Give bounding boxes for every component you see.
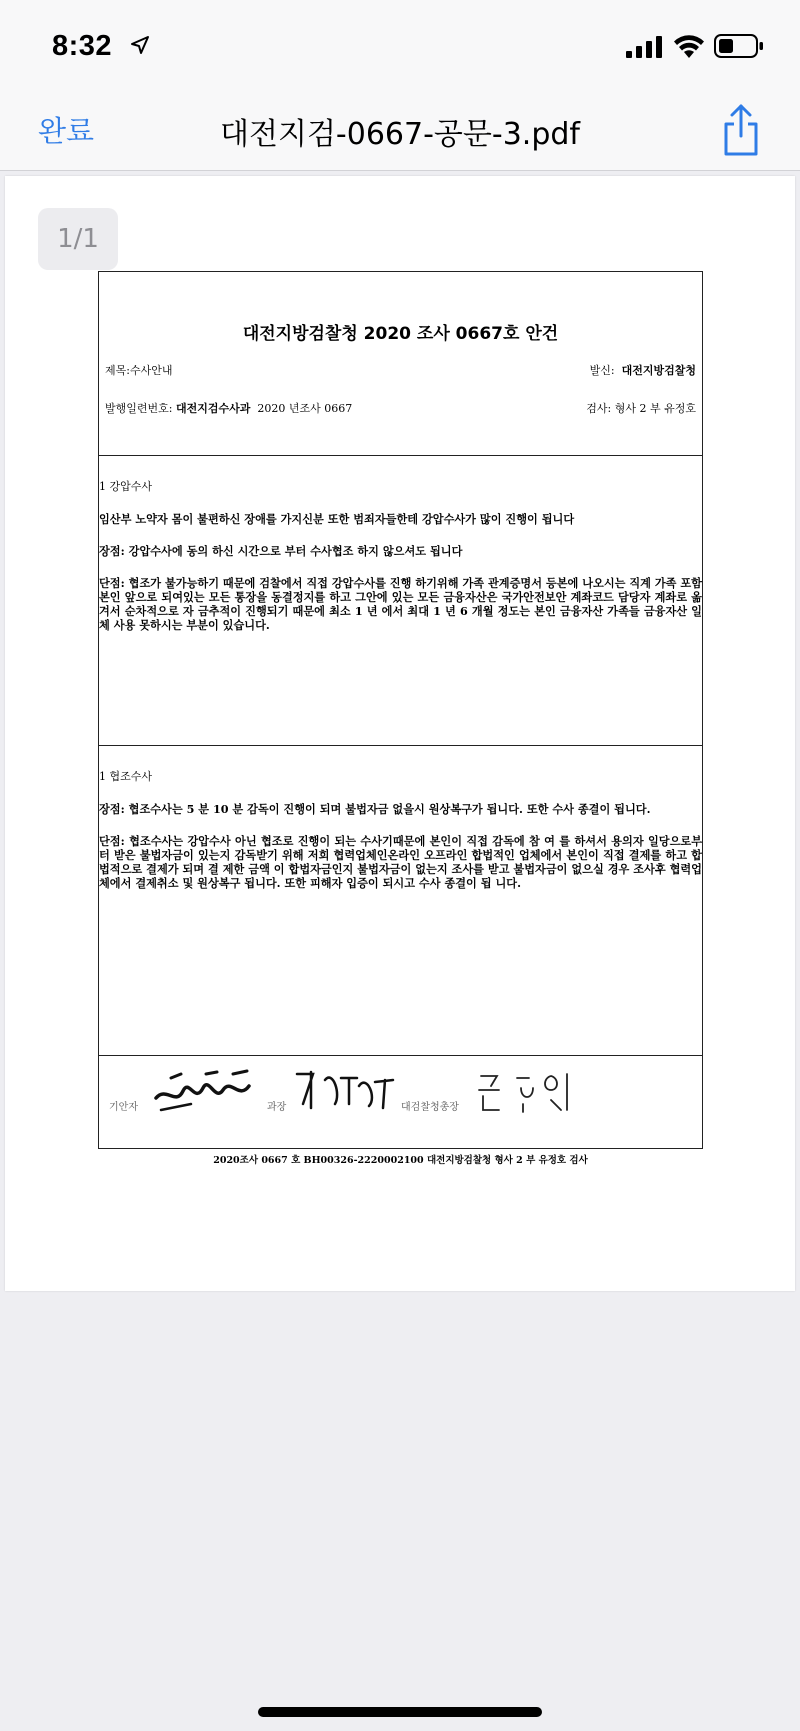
cellular-signal-icon [626, 36, 662, 58]
drafter-signature-icon [151, 1066, 261, 1116]
section2-paragraph-1: 장점: 협조수사는 5 분 10 분 감독이 진행이 되며 불법자금 없을시 원상복구가 됩니다. 또한 수사 종결이 됩니다. [99, 802, 651, 816]
drafter-label: 기안자 [109, 1102, 138, 1113]
document-heading: 대전지방검찰청 2020 조사 0667호 안건 [242, 324, 559, 344]
document-body [98, 271, 703, 1149]
document-sender [590, 362, 696, 378]
location-arrow-icon [130, 35, 150, 55]
manager-label: 과장 [267, 1102, 287, 1113]
section-coercive-investigation [99, 456, 702, 746]
section-cooperative-investigation [99, 746, 702, 1056]
status-time: 8:32 [52, 30, 113, 62]
signature-row [99, 1056, 702, 1148]
section1-paragraph-2: 장점: 강압수사에 동의 하신 시간으로 부터 수사협조 하지 않으셔도 됩니다 [99, 544, 463, 558]
document-footer: 2020조사 0667 호 BH00326-2220002100 대전지방검찰청 형사 2 부 유정호 검사 [213, 1155, 588, 1166]
serial-value: 2020 년조사 0667 [257, 402, 353, 415]
manager-signature-icon [289, 1064, 399, 1114]
battery-icon [714, 34, 764, 58]
navigation-bar [0, 95, 800, 171]
document-prosecutor: 검사: 형사 2 부 유정호 [586, 402, 696, 415]
sender-name: 대전지방검찰청 [621, 364, 696, 377]
home-indicator[interactable] [258, 1707, 542, 1717]
serial-label: 발행일련번호: [105, 402, 173, 415]
section2-paragraph-2: 단점: 협조수사는 강압수사 아닌 협조로 진행이 되는 수사기때문에 본인이 직접 감독에 참 여 를 하셔서 용의자 일당으로부터 받은 불법자금이 있는지 감독받기 위해 저희 협력업체인온라인 오프라인 합법적인 업체에서 본인이 직접 결제를 하고 합법적으로 결제가 되며 결 제한 금액 이 합법자금인지 불법자금이 없는지 조사를 받고 불법자금이 없으실 경우 조사후 협력업체에서 결제취소 및 원상복구 됩니다. 또한 피해자 입증이 되시고 수사 종결이 됩 니다. [99, 834, 702, 890]
section2-heading: 1 협조수사 [99, 770, 152, 783]
status-bar [0, 0, 800, 95]
sender-label: 발신: [589, 364, 615, 377]
document-title: 대전지검-0667-공문-3.pdf [220, 117, 580, 152]
chief-label: 대검찰청총장 [401, 1102, 459, 1113]
section1-paragraph-1: 임산부 노약자 몸이 불편하신 장애를 가지신분 또한 범죄자들한테 강압수사가 많이 진행이 됩니다 [99, 512, 575, 526]
document-header [99, 272, 702, 456]
share-icon[interactable] [719, 102, 763, 158]
chief-signature-icon [471, 1066, 581, 1116]
page-indicator: 1/1 [38, 208, 118, 270]
document-serial [105, 400, 352, 416]
section1-paragraph-3: 단점: 협조가 불가능하기 때문에 검찰에서 직접 강압수사를 진행 하기위해 가족 관계증명서 등본에 나오시는 직계 가족 포함 본인 앞으로 되여있는 모든 통장을 동결정지를 하고 그안에 있는 모든 금융자산은 국가안전보안 계좌코드 담당자 계좌로 옮겨서 순차적으로 자 금추적이 진행되기 때문에 최소 1 년 에서 최대 1 년 6 개월 정도는 본인 금융자산 가족들 금융자산 일체 사용 못하시는 부분이 있습니다. [99, 576, 702, 632]
done-button[interactable]: 완료 [38, 114, 95, 148]
serial-dept: 대전지검수사과 [175, 402, 251, 415]
document-subject: 제목:수사안내 [105, 364, 173, 377]
section1-heading: 1 강압수사 [99, 480, 152, 493]
wifi-icon [673, 33, 705, 59]
